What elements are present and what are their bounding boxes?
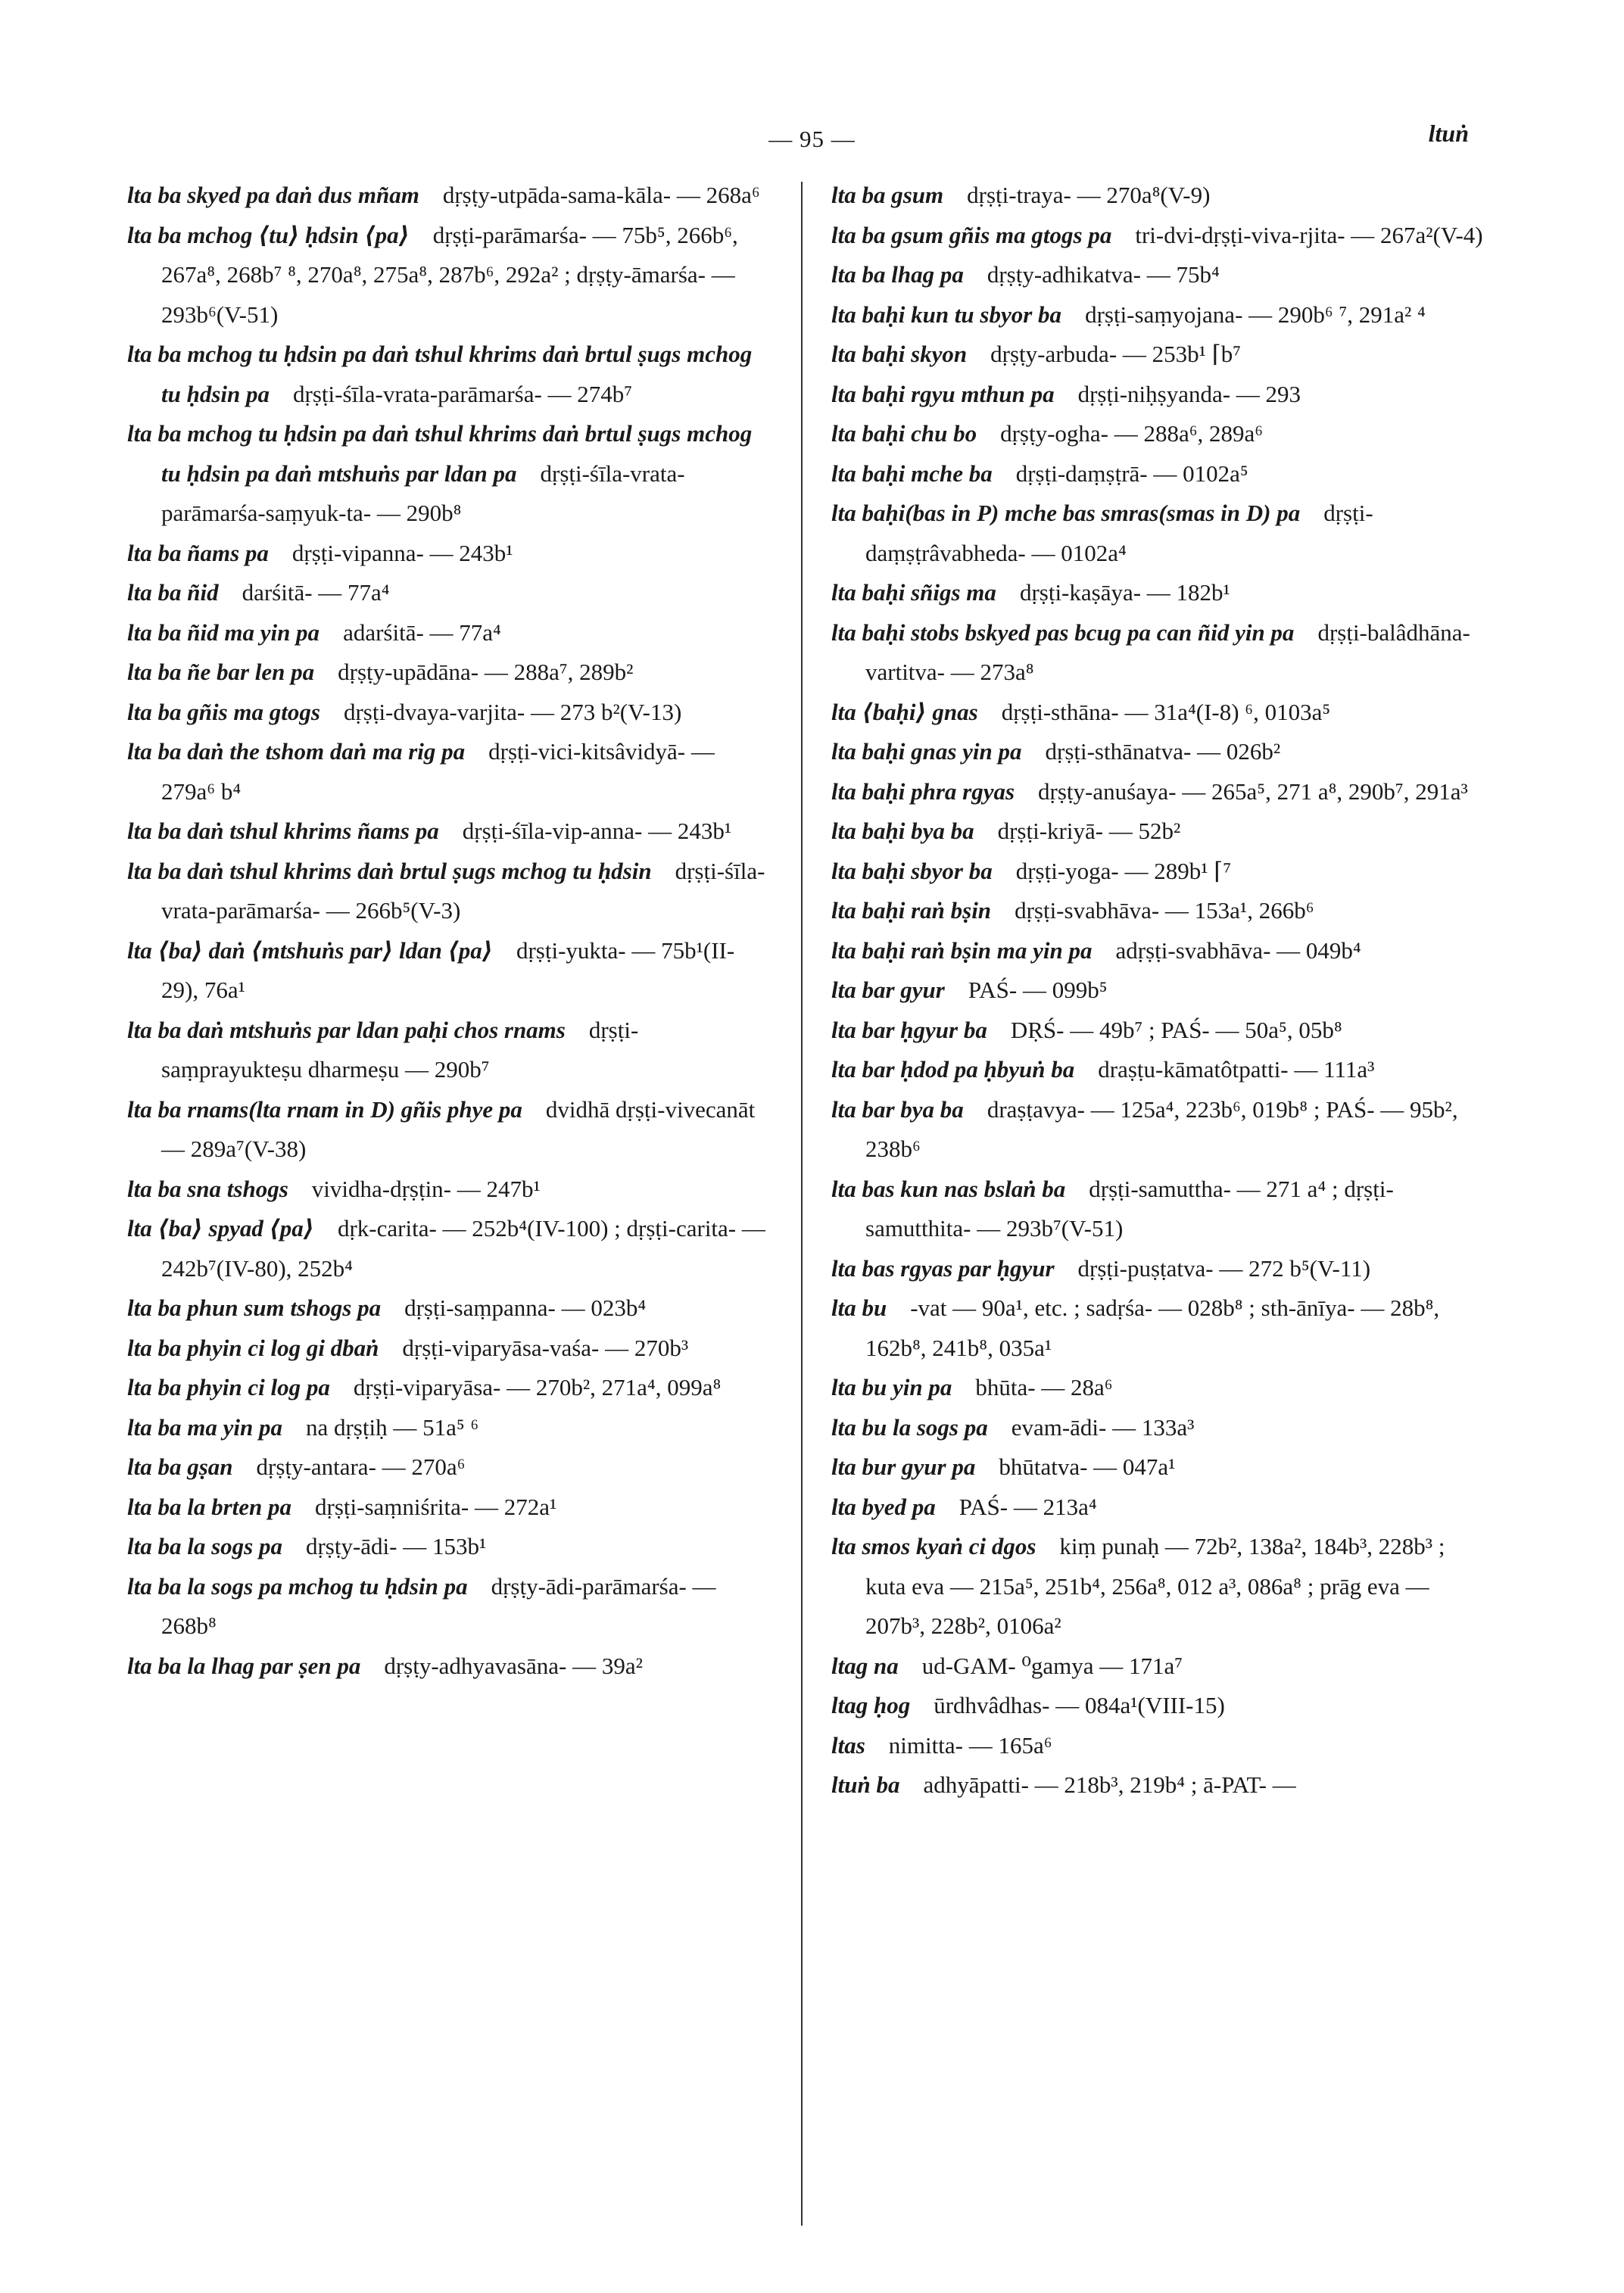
dictionary-entry bbox=[127, 1368, 767, 1408]
dictionary-entry bbox=[127, 613, 767, 653]
entry-headword: lta byed pa bbox=[831, 1493, 936, 1520]
dictionary-entry bbox=[831, 693, 1484, 733]
entry-headword: lta baḥi sñigs ma bbox=[831, 579, 996, 606]
entry-headword: lta bar ḥgyur ba bbox=[831, 1016, 987, 1043]
entry-headword: lta ⟨baḥi⟩ gnas bbox=[831, 698, 978, 725]
entry-definition: adṛṣṭi-svabhāva- — 049b⁴ bbox=[1115, 936, 1361, 964]
dictionary-entry bbox=[831, 852, 1484, 892]
entry-headword: ltag ḥog bbox=[831, 1692, 911, 1718]
dictionary-entry bbox=[831, 1288, 1484, 1368]
dictionary-entry bbox=[831, 1488, 1484, 1528]
dictionary-entry bbox=[831, 1765, 1484, 1805]
entry-definition: dṛṣṭi-svabhāva- — 153a¹, 266b⁶ bbox=[1015, 897, 1314, 924]
entry-headword: lta ba daṅ the tshom daṅ ma rig pa bbox=[127, 738, 466, 765]
entry-headword: ltag na bbox=[831, 1652, 899, 1679]
entry-definition: na dṛṣṭiḥ — 51a⁵ ⁶ bbox=[305, 1413, 479, 1441]
entry-headword: lta baḥi bya ba bbox=[831, 818, 974, 844]
dictionary-entry bbox=[831, 295, 1484, 335]
dictionary-entry bbox=[831, 335, 1484, 375]
dictionary-entry bbox=[831, 1170, 1484, 1249]
entry-headword: lta baḥi kun tu sbyor ba bbox=[831, 301, 1062, 328]
entry-headword: lta ba rnams(lta rnam in D) gñis phye pa bbox=[127, 1095, 522, 1123]
entry-headword: lta ba ñid ma yin pa bbox=[127, 618, 320, 646]
entry-definition: vividha-dṛṣṭin- — 247b¹ bbox=[311, 1175, 541, 1202]
entry-definition: evam-ādi- — 133a³ bbox=[1011, 1413, 1195, 1441]
entry-headword: lta bur gyur pa bbox=[831, 1453, 976, 1480]
entry-headword: lta bar gyur bbox=[831, 977, 945, 1003]
dictionary-entry bbox=[831, 1249, 1484, 1289]
entry-definition: dṛṣṭi-daṃṣṭrâvabheda- — 0102a⁴ bbox=[865, 500, 1373, 566]
dictionary-entry bbox=[127, 1447, 767, 1488]
entry-definition: kiṃ punaḥ — 72b², 138a², 184b³, 228b³ ; kuta eva — 215a⁵, 251b⁴, 256a⁸, 012 a³, 086a⁸ ; prāg eva — 207b³, 228b², 0106a² bbox=[865, 1533, 1445, 1639]
entry-definition: dṛṣṭi-traya- — 270a⁸(V-9) bbox=[967, 182, 1211, 208]
dictionary-entry bbox=[831, 772, 1484, 812]
entry-definition: dṛṣṭy-arbuda- — 253b¹ ⌈b⁷ bbox=[990, 341, 1242, 367]
dictionary-entry bbox=[831, 891, 1484, 931]
dictionary-entry bbox=[127, 1209, 767, 1288]
entry-definition: dṛṣṭi-viparyāsa- — 270b², 271a⁴, 099a⁸ bbox=[353, 1374, 722, 1400]
entry-headword: lta baḥi raṅ bṣin bbox=[831, 897, 992, 924]
dictionary-entry bbox=[831, 1686, 1484, 1726]
entry-definition: dṛṣṭi-daṃṣṭrā- — 0102a⁵ bbox=[1015, 460, 1248, 487]
dictionary-entry bbox=[127, 1288, 767, 1329]
entry-headword: lta ba gñis ma gtogs bbox=[127, 698, 320, 725]
entry-definition: dṛṣṭi-saṃprayukteṣu dharmeṣu — 290b⁷ bbox=[161, 1016, 639, 1083]
entry-headword: lta ba gṣan bbox=[127, 1453, 233, 1480]
entry-headword: lta ba gsum bbox=[831, 182, 944, 208]
dictionary-entry bbox=[127, 1567, 767, 1647]
entry-definition: tri-dvi-dṛṣṭi-viva-rjita- — 267a²(V-4) bbox=[1135, 221, 1483, 248]
entry-headword: lta smos kyaṅ ci dgos bbox=[831, 1533, 1036, 1559]
entry-definition: dṛṣṭy-adhikatva- — 75b⁴ bbox=[987, 261, 1220, 288]
entry-headword: lta ba la brten pa bbox=[127, 1493, 292, 1520]
entry-definition: dvidhā dṛṣṭi-vivecanāt — 289a⁷(V-38) bbox=[161, 1095, 756, 1162]
entry-definition: dṛṣṭi-sthāna- — 31a⁴(I-8) ⁶, 0103a⁵ bbox=[1001, 698, 1331, 725]
entry-headword: lta ba mchog ⟨tu⟩ ḥdsin ⟨pa⟩ bbox=[127, 221, 410, 248]
entry-definition: dṛṣṭi-dvaya-varjita- — 273 b²(V-13) bbox=[343, 698, 682, 725]
dictionary-entry bbox=[831, 176, 1484, 216]
entry-definition: dṛṣṭy-ogha- — 288a⁶, 289a⁶ bbox=[1000, 420, 1264, 447]
dictionary-entry bbox=[831, 1090, 1484, 1170]
entry-headword: lta bas rgyas par ḥgyur bbox=[831, 1254, 1055, 1282]
dictionary-entry bbox=[831, 1050, 1484, 1090]
entry-headword: lta ba phyin ci log pa bbox=[127, 1374, 330, 1400]
entry-headword: ltuṅ ba bbox=[831, 1771, 900, 1798]
entry-headword: lta ⟨ba⟩ spyad ⟨pa⟩ bbox=[127, 1215, 314, 1242]
entry-headword: lta ba daṅ mtshuṅs par ldan paḥi chos rnams bbox=[127, 1016, 566, 1043]
entry-headword: lta bar ḥdod pa ḥbyuṅ ba bbox=[831, 1056, 1075, 1083]
dictionary-entry bbox=[831, 1527, 1484, 1647]
entry-headword: lta baḥi skyon bbox=[831, 341, 968, 367]
entry-definition: draṣṭavya- — 125a⁴, 223b⁶, 019b⁸ ; PAŚ- — 95b², 238b⁶ bbox=[865, 1095, 1458, 1162]
dictionary-entry bbox=[831, 573, 1484, 613]
entry-definition: dṛṣṭi-saṃyojana- — 290b⁶ ⁷, 291a² ⁴ bbox=[1085, 301, 1426, 328]
dictionary-entry bbox=[127, 216, 767, 335]
dictionary-entry bbox=[831, 414, 1484, 454]
entry-headword: lta ba ñe bar len pa bbox=[127, 659, 315, 685]
dictionary-entry bbox=[831, 255, 1484, 295]
entry-definition: adhyāpatti- — 218b³, 219b⁴ ; ā-PAT- — bbox=[923, 1771, 1296, 1798]
dictionary-entry bbox=[127, 534, 767, 574]
column-divider bbox=[801, 182, 803, 2226]
entry-definition: darśitā- — 77a⁴ bbox=[242, 579, 390, 606]
entry-definition: dṛṣṭi-puṣṭatva- — 272 b⁵(V-11) bbox=[1077, 1254, 1371, 1282]
dictionary-entry bbox=[127, 176, 767, 216]
dictionary-entry bbox=[831, 931, 1484, 971]
entry-headword: lta bu la sogs pa bbox=[831, 1413, 988, 1441]
entry-definition: nimitta- — 165a⁶ bbox=[888, 1731, 1052, 1759]
entry-headword: lta ba la lhag par ṣen pa bbox=[127, 1652, 361, 1679]
entry-headword: lta ba ñams pa bbox=[127, 539, 269, 566]
entry-definition: dṛṣṭi-śīla-vrata-parāmarśa-saṃyuk-ta- — 290b⁸ bbox=[161, 460, 685, 526]
dictionary-entry bbox=[831, 812, 1484, 852]
entry-definition: dṛṣṭy-anuśaya- — 265a⁵, 271 a⁸, 290b⁷, 291a³ bbox=[1038, 777, 1468, 805]
entry-definition: dṛṣṭy-ādi- — 153b¹ bbox=[305, 1533, 487, 1559]
entry-definition: dṛṣṭi-saṃniśrita- — 272a¹ bbox=[315, 1493, 557, 1520]
entry-definition: dṛṣṭi-yukta- — 75b¹(II-29), 76a¹ bbox=[161, 936, 735, 1003]
entry-definition: -vat — 90a¹, etc. ; sadṛśa- — 028b⁸ ; sth-ānīya- — 28b⁸, 162b⁸, 241b⁸, 035a¹ bbox=[865, 1294, 1440, 1361]
dictionary-entry bbox=[127, 1527, 767, 1567]
entry-definition: PAŚ- — 099b⁵ bbox=[968, 977, 1108, 1003]
dictionary-entry bbox=[127, 1170, 767, 1210]
entry-headword: lta ⟨ba⟩ daṅ ⟨mtshuṅs par⟩ ldan ⟨pa⟩ bbox=[127, 936, 493, 964]
dictionary-entry bbox=[831, 1011, 1484, 1051]
dictionary-entry bbox=[831, 494, 1484, 573]
entry-headword: lta ba daṅ tshul khrims ñams pa bbox=[127, 818, 439, 844]
entry-headword: lta ba mchog tu ḥdsin pa daṅ tshul khrims daṅ brtul ṣugs mchog tu ḥdsin pa daṅ mtshuṅs par ldan pa bbox=[127, 420, 753, 487]
entry-headword: lta ba la sogs pa mchog tu ḥdsin pa bbox=[127, 1572, 468, 1600]
dictionary-entry bbox=[831, 454, 1484, 494]
right-column bbox=[831, 176, 1484, 1805]
entry-headword: lta baḥi phra rgyas bbox=[831, 777, 1015, 805]
dictionary-entry bbox=[831, 216, 1484, 256]
entry-headword: lta baḥi(bas in P) mche bas smras(smas in D) pa bbox=[831, 500, 1301, 526]
entry-definition: dṛṣṭi-vipanna- — 243b¹ bbox=[291, 539, 513, 566]
entry-headword: lta baḥi sbyor ba bbox=[831, 857, 993, 884]
dictionary-entry bbox=[831, 1726, 1484, 1766]
dictionary-entry bbox=[127, 693, 767, 733]
entry-definition: bhūta- — 28a⁶ bbox=[975, 1374, 1113, 1400]
entry-definition: dṛṣṭy-ādi-parāmarśa- — 268b⁸ bbox=[161, 1572, 716, 1639]
dictionary-entry bbox=[831, 970, 1484, 1011]
dictionary-entry bbox=[127, 1647, 767, 1687]
dictionary-entry bbox=[831, 613, 1484, 693]
entry-definition: dṛṣṭi-śīla-vrata-parāmarśa- — 274b⁷ bbox=[293, 380, 633, 407]
entry-definition: dṛṣṭy-antara- — 270a⁶ bbox=[256, 1453, 466, 1480]
entry-definition: dṛṣṭi-parāmarśa- — 75b⁵, 266b⁶, 267a⁸, 268b⁷ ⁸, 270a⁸, 275a⁸, 287b⁶, 292a² ; dṛṣṭy-āmarśa- — 293b⁶(V-51) bbox=[161, 221, 738, 328]
dictionary-entry bbox=[831, 1368, 1484, 1408]
entry-definition: dṛṣṭi-vici-kitsâvidyā- — 279a⁶ b⁴ bbox=[161, 738, 715, 805]
entry-definition: dṛṣṭi-kriyā- — 52b² bbox=[997, 818, 1181, 844]
dictionary-entry bbox=[831, 1447, 1484, 1488]
entry-headword: lta baḥi chu bo bbox=[831, 420, 977, 447]
dictionary-entry bbox=[127, 732, 767, 812]
dictionary-entry bbox=[127, 1408, 767, 1448]
entry-headword: lta ba ma yin pa bbox=[127, 1413, 282, 1441]
entry-headword: lta ba sna tshogs bbox=[127, 1175, 288, 1202]
entry-headword: lta ba daṅ tshul khrims daṅ brtul ṣugs mchog tu ḥdsin bbox=[127, 857, 652, 884]
entry-definition: dṛṣṭi-sthānatva- — 026b² bbox=[1045, 738, 1281, 765]
dictionary-entry bbox=[127, 852, 767, 931]
entry-definition: dṛṣṭi-yoga- — 289b¹ ⌈⁷ bbox=[1015, 857, 1232, 884]
entry-headword: lta ba gsum gñis ma gtogs pa bbox=[831, 221, 1112, 248]
dictionary-entry bbox=[127, 1090, 767, 1170]
running-head: ltuṅ bbox=[1428, 120, 1469, 147]
entry-definition: ud-GAM- ⁰gamya — 171a⁷ bbox=[921, 1652, 1183, 1679]
entry-definition: dṛṣṭi-samuttha- — 271 a⁴ ; dṛṣṭi-samutthita- — 293b⁷(V-51) bbox=[865, 1175, 1394, 1242]
entry-headword: lta ba ñid bbox=[127, 579, 219, 606]
entry-headword: lta baḥi gnas yin pa bbox=[831, 738, 1022, 765]
entry-definition: dṛṣṭi-śīla-vrata-parāmarśa- — 266b⁵(V-3) bbox=[161, 857, 765, 924]
entry-headword: lta baḥi rgyu mthun pa bbox=[831, 380, 1055, 407]
entry-headword: lta ba skyed pa daṅ dus mñam bbox=[127, 182, 419, 208]
dictionary-entry bbox=[127, 573, 767, 613]
entry-headword: lta bas kun nas bslaṅ ba bbox=[831, 1175, 1066, 1202]
dictionary-entry bbox=[127, 1011, 767, 1090]
dictionary-entry bbox=[831, 1408, 1484, 1448]
entry-definition: PAŚ- — 213a⁴ bbox=[959, 1493, 1097, 1520]
entry-definition: dṛṣṭy-adhyavasāna- — 39a² bbox=[384, 1652, 643, 1679]
entry-definition: dṛṣṭy-upādāna- — 288a⁷, 289b² bbox=[338, 659, 634, 685]
entry-definition: dṛṣṭi-kaṣāya- — 182b¹ bbox=[1019, 579, 1230, 606]
entry-definition: bhūtatva- — 047a¹ bbox=[999, 1453, 1176, 1480]
entry-headword: lta ba mchog tu ḥdsin pa daṅ tshul khrims daṅ brtul ṣugs mchog tu ḥdsin pa bbox=[127, 341, 753, 407]
dictionary-entry bbox=[831, 1647, 1484, 1687]
entry-definition: dṛṣṭi-saṃpanna- — 023b⁴ bbox=[404, 1294, 647, 1321]
entry-headword: lta ba la sogs pa bbox=[127, 1533, 282, 1559]
dictionary-entry bbox=[831, 375, 1484, 415]
entry-headword: lta bu bbox=[831, 1294, 887, 1321]
dictionary-entry bbox=[831, 732, 1484, 772]
entry-headword: lta bu yin pa bbox=[831, 1374, 952, 1400]
entry-definition: dṛṣṭi-balâdhāna-vartitva- — 273a⁸ bbox=[865, 618, 1470, 685]
entry-headword: ltas bbox=[831, 1731, 865, 1759]
dictionary-entry bbox=[127, 414, 767, 534]
entry-headword: lta baḥi mche ba bbox=[831, 460, 993, 487]
dictionary-entry bbox=[127, 812, 767, 852]
entry-headword: lta ba phun sum tshogs pa bbox=[127, 1294, 382, 1321]
entry-headword: lta baḥi stobs bskyed pas bcug pa can ñid yin pa bbox=[831, 618, 1295, 646]
dictionary-entry bbox=[127, 1329, 767, 1369]
dictionary-entry bbox=[127, 335, 767, 414]
page-number: — 95 — bbox=[768, 126, 856, 152]
dictionary-entry bbox=[127, 1488, 767, 1528]
entry-definition: DṚŚ- — 49b⁷ ; PAŚ- — 50a⁵, 05b⁸ bbox=[1010, 1016, 1342, 1043]
entry-headword: lta baḥi raṅ bṣin ma yin pa bbox=[831, 936, 1093, 964]
dictionary-entry bbox=[127, 653, 767, 693]
entry-definition: draṣṭu-kāmatôtpatti- — 111a³ bbox=[1098, 1056, 1375, 1083]
left-column bbox=[127, 176, 767, 1686]
entry-headword: lta bar bya ba bbox=[831, 1095, 964, 1123]
entry-definition: dṛṣṭi-śīla-vip-anna- — 243b¹ bbox=[462, 818, 732, 844]
dictionary-entry bbox=[127, 931, 767, 1011]
entry-headword: lta ba phyin ci log gi dbaṅ bbox=[127, 1334, 379, 1361]
entry-definition: adarśitā- — 77a⁴ bbox=[343, 618, 501, 646]
entry-definition: dṛṣṭi-viparyāsa-vaśa- — 270b³ bbox=[402, 1334, 689, 1361]
entry-headword: lta ba lhag pa bbox=[831, 261, 964, 288]
entry-definition: dṛṣṭy-utpāda-sama-kāla- — 268a⁶ bbox=[442, 182, 760, 208]
entry-definition: dṛk-carita- — 252b⁴(IV-100) ; dṛṣṭi-carita- — 242b⁷(IV-80), 252b⁴ bbox=[161, 1215, 765, 1282]
entry-definition: ūrdhvâdhas- — 084a¹(VIII-15) bbox=[934, 1692, 1225, 1718]
entry-definition: dṛṣṭi-niḥṣyanda- — 293 bbox=[1077, 380, 1301, 407]
